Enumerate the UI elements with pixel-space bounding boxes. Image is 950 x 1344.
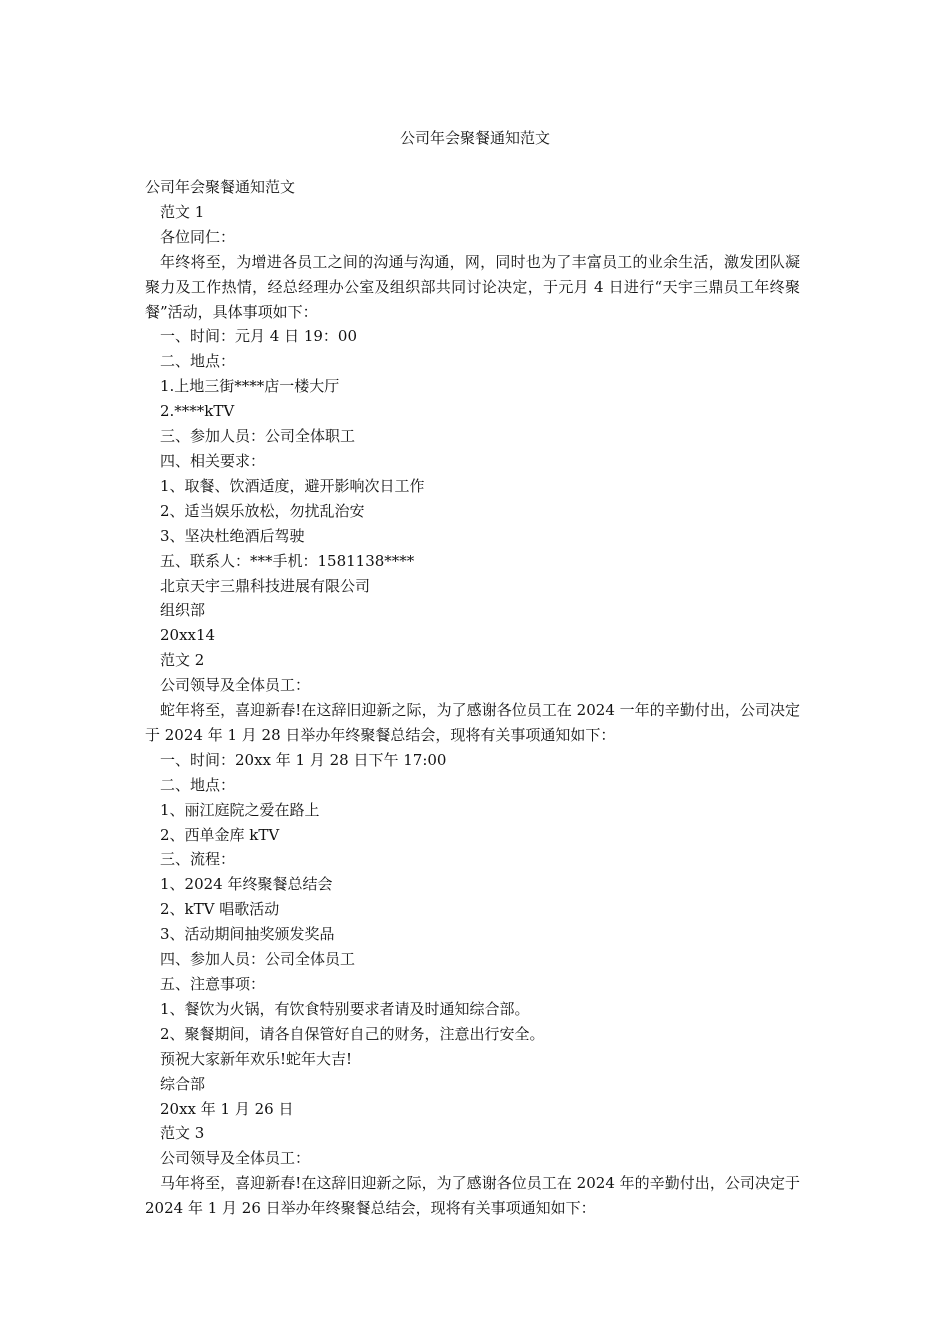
sample1-time: 一、时间：元月 4 日 19：00	[160, 327, 358, 346]
sample1-place-heading: 二、地点：	[160, 352, 236, 371]
sample1-intro: 年终将至，为增进各员工之间的沟通与沟通，网，同时也为了丰富员工的业余生活，激发团队凝聚力及工作热情，经总经理办公室及组织部共同讨论决定，于元月 4 日进行“天宇三鼎员工年终聚餐”活动，具体事项如下：	[145, 252, 800, 321]
sample1-dept: 组织部	[160, 601, 206, 620]
sample2-date: 20xx 年 1 月 26 日	[160, 1099, 294, 1118]
document-body	[145, 175, 800, 1221]
sample1-greeting: 各位同仁：	[160, 227, 236, 246]
document-heading: 公司年会聚餐通知范文	[145, 178, 296, 196]
sample2-label: 范文 2	[160, 651, 205, 670]
document-title: 公司年会聚餐通知范文	[399, 129, 550, 147]
sample2-place-1: 1、丽江庭院之爱在路上	[160, 800, 320, 819]
sample1-label: 范文 1	[160, 202, 205, 221]
sample3-intro: 马年将至，喜迎新春!在这辞旧迎新之际，为了感谢各位员工在 2024 年的辛勤付出，公司决定于 2024 年 1 月 26 日举办年终聚餐总结会，现将有关事项通知如下：	[145, 1174, 800, 1218]
sample2-dept: 综合部	[160, 1074, 206, 1093]
sample2-flow-3: 3、活动期间抽奖颁发奖品	[160, 925, 335, 944]
sample2-attendees: 四、参加人员：公司全体员工	[160, 950, 356, 969]
sample2-note-1: 1、餐饮为火锅，有饮食特别要求者请及时通知综合部。	[160, 999, 530, 1018]
sample1-place-1: 1.上地三街****店一楼大厅	[160, 377, 340, 396]
sample2-flow-1: 1、2024 年终聚餐总结会	[160, 875, 333, 894]
sample2-wish: 预祝大家新年欢乐!蛇年大吉!	[160, 1049, 353, 1068]
sample3-label: 范文 3	[160, 1124, 205, 1143]
sample1-req-2: 2、适当娱乐放松，勿扰乱治安	[160, 501, 365, 520]
sample2-place-heading: 二、地点：	[160, 775, 236, 794]
sample1-place-2: 2.****kTV	[160, 402, 235, 421]
sample1-req-3: 3、坚决杜绝酒后驾驶	[160, 526, 305, 545]
sample2-flow-heading: 三、流程：	[160, 850, 236, 869]
sample2-time: 一、时间：20xx 年 1 月 28 日下午 17:00	[160, 750, 447, 769]
sample1-date: 20xx14	[160, 626, 216, 645]
sample2-note-2: 2、聚餐期间，请各自保管好自己的财务，注意出行安全。	[160, 1024, 545, 1043]
sample1-contact: 五、联系人：***手机：1581138****	[160, 551, 415, 570]
sample1-req-heading: 四、相关要求：	[160, 451, 266, 470]
sample2-flow-2: 2、kTV 唱歌活动	[160, 900, 280, 919]
sample1-company: 北京天宇三鼎科技进展有限公司	[160, 576, 371, 595]
sample2-place-2: 2、西单金库 kTV	[160, 825, 280, 844]
sample2-greeting: 公司领导及全体员工：	[160, 676, 311, 695]
sample1-req-1: 1、取餐、饮酒适度，避开影响次日工作	[160, 476, 425, 495]
sample2-notes-heading: 五、注意事项：	[160, 975, 266, 993]
sample2-intro: 蛇年将至，喜迎新春!在这辞旧迎新之际，为了感谢各位员工在 2024 一年的辛勤付出，公司决定于 2024 年 1 月 28 日举办年终聚餐总结会，现将有关事项通知如下：	[145, 701, 800, 744]
sample3-greeting: 公司领导及全体员工：	[160, 1149, 311, 1168]
sample1-attendees: 三、参加人员：公司全体职工	[160, 427, 356, 446]
